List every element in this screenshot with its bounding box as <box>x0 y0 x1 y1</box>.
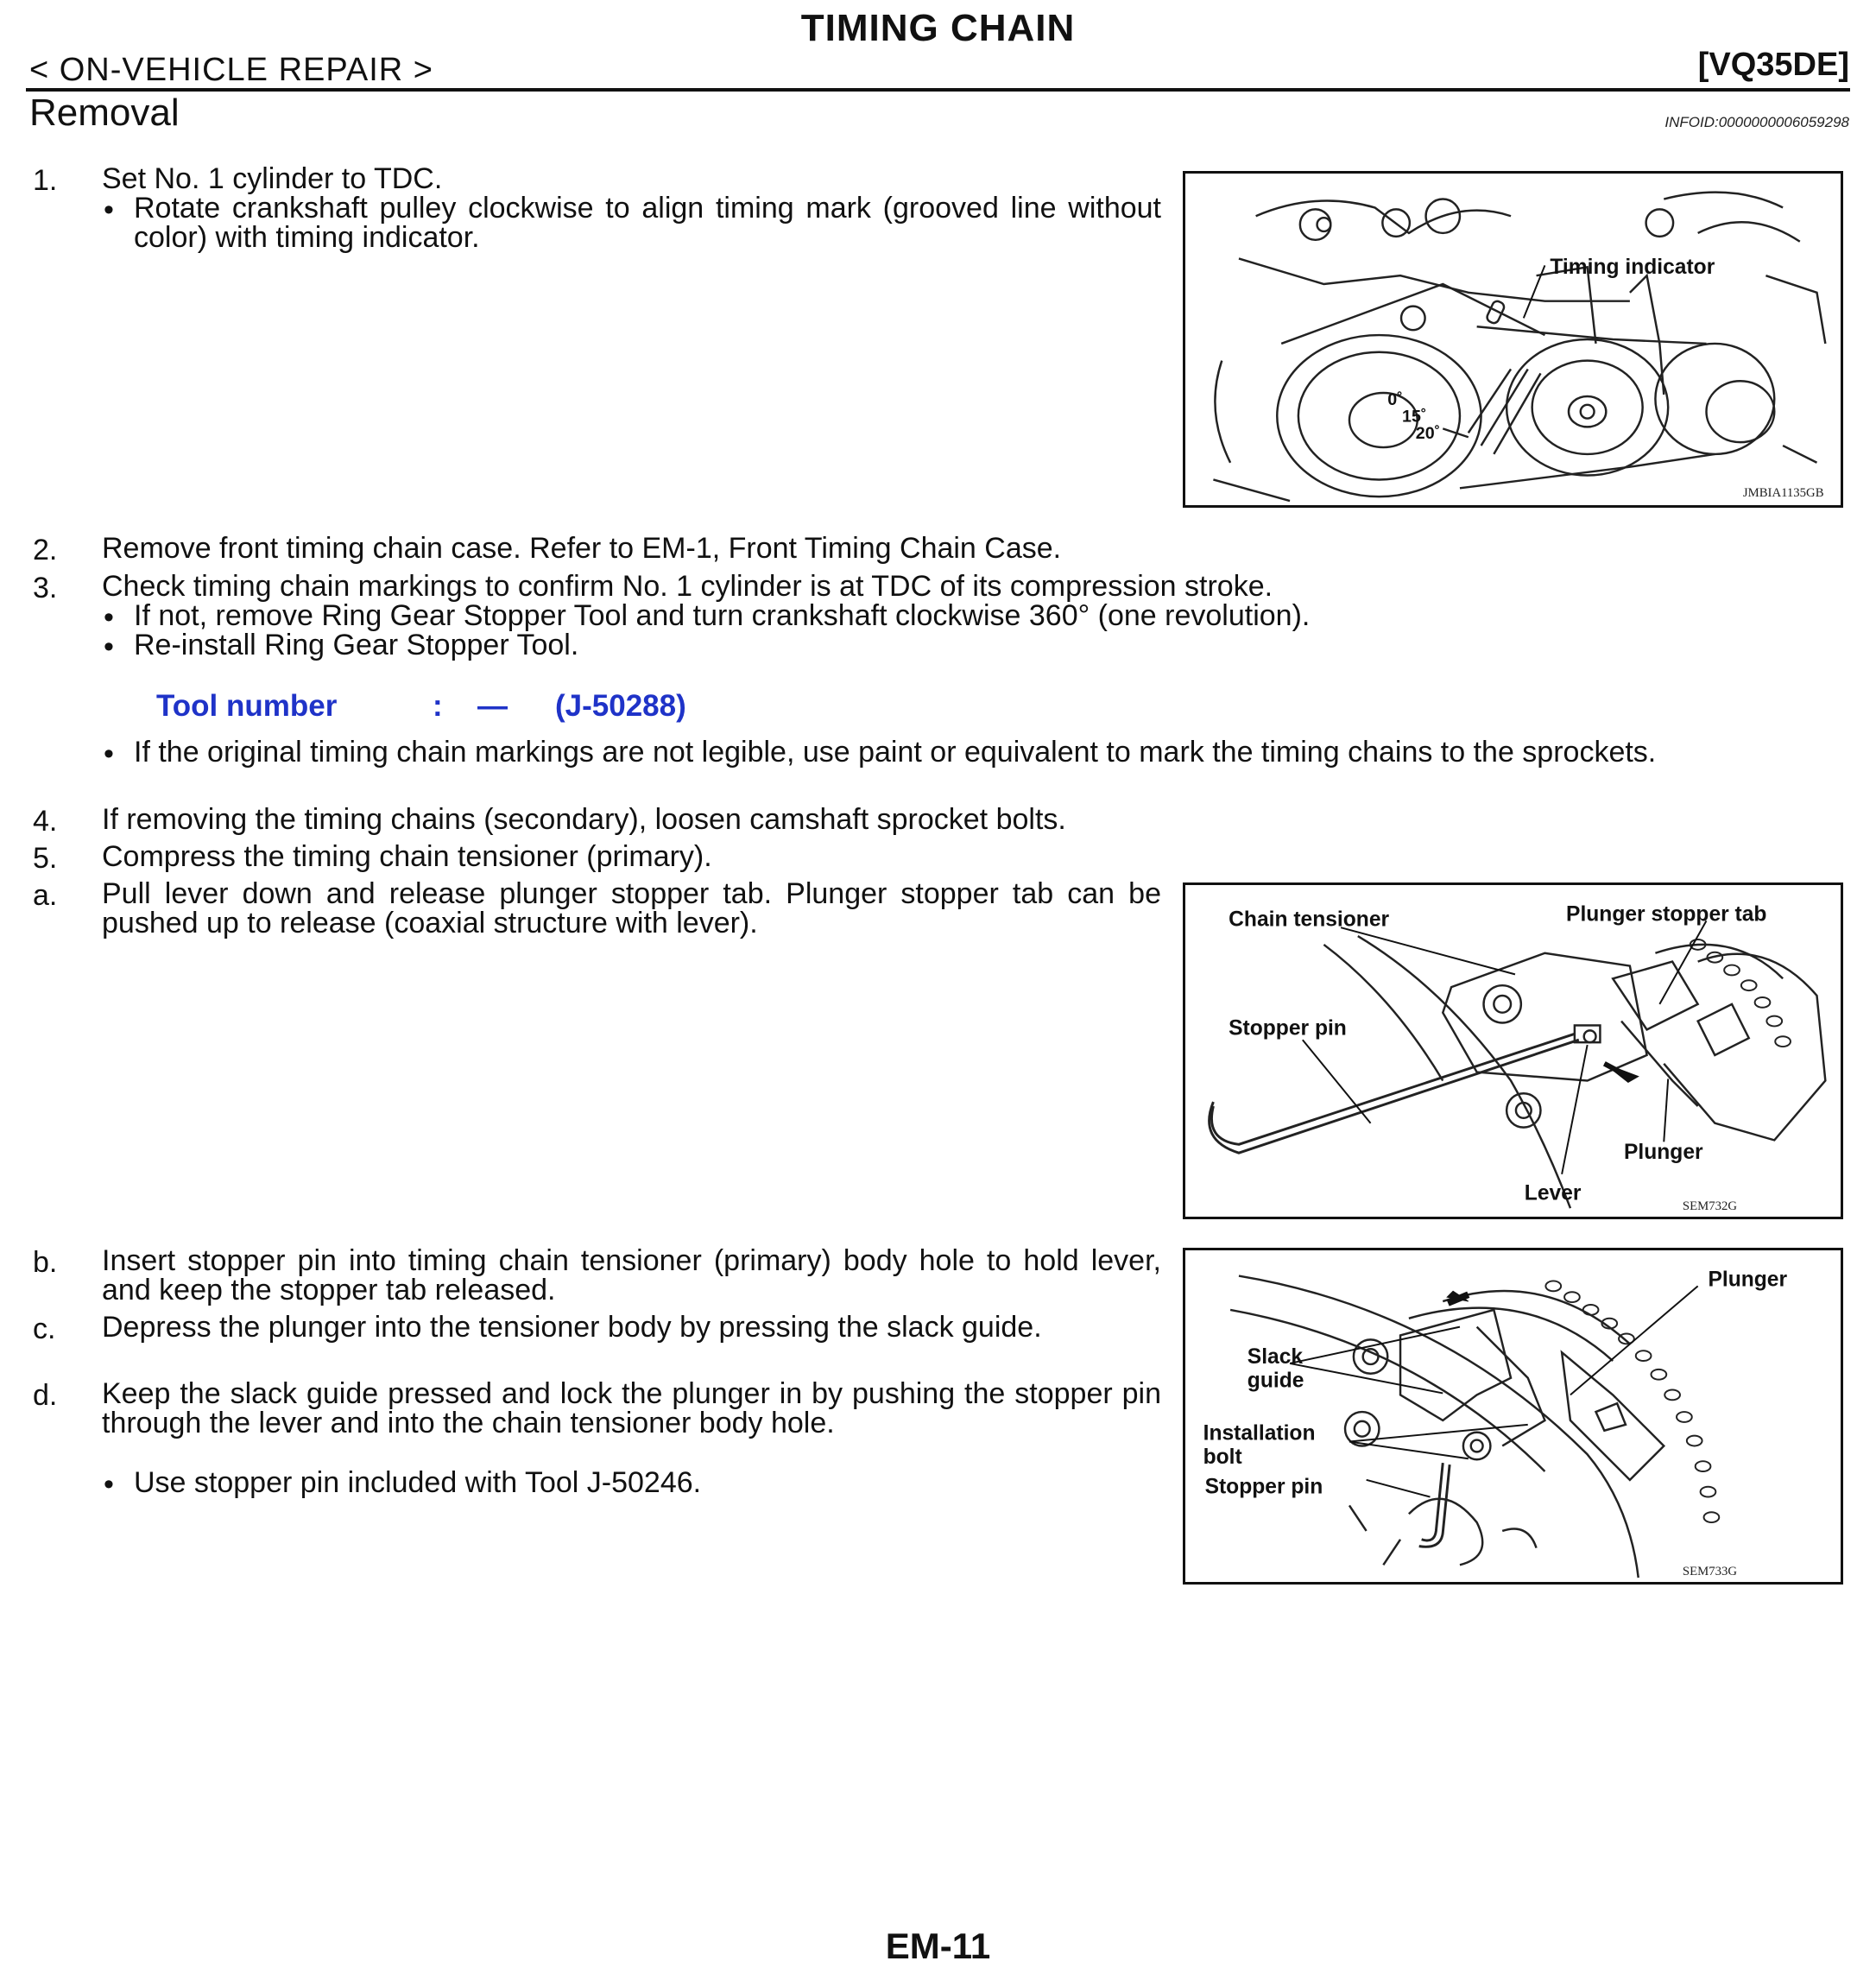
step-number: b. <box>33 1246 58 1279</box>
step-text: Pull lever down and release plunger stopper tab. Plunger stopper tab can be pushed up to release (coaxial structure with lever). <box>102 877 1161 939</box>
tool-colon: : <box>433 689 443 723</box>
bullet-marker: • <box>104 601 114 634</box>
label-guide: guide <box>1247 1369 1304 1393</box>
tool-number-value: (J-50288) <box>555 689 686 723</box>
page-number: EM-11 <box>885 1926 991 1966</box>
slack-guide-illustration <box>1185 1250 1841 1582</box>
bullet-text: Re-install Ring Gear Stopper Tool. <box>134 629 579 661</box>
page-title: TIMING CHAIN <box>800 7 1076 49</box>
step-text: Insert stopper pin into timing chain tensioner (primary) body hole to hold lever, and keep the stopper tab released. <box>102 1244 1161 1306</box>
label-plunger-stopper-tab: Plunger stopper tab <box>1566 902 1767 927</box>
step-number: 1. <box>33 164 58 197</box>
label-stopper-pin: Stopper pin <box>1204 1475 1323 1499</box>
tool-number-line <box>156 689 686 724</box>
step-text: If removing the timing chains (secondary), loosen camshaft sprocket bolts. <box>102 803 1066 836</box>
step-number: a. <box>33 879 58 912</box>
figure-slack-guide <box>1183 1248 1843 1585</box>
step-number: 5. <box>33 842 58 875</box>
header-divider <box>26 88 1850 92</box>
figure-crankshaft-pulley <box>1183 171 1843 508</box>
label-plunger: Plunger <box>1623 1141 1703 1165</box>
label-timing-indicator: Timing indicator <box>1550 256 1715 280</box>
label-0-degree: 0˚ <box>1387 389 1403 409</box>
bullet-text: Rotate crankshaft pulley clockwise to align timing mark (grooved line without color) with timing indicator. <box>134 192 1161 254</box>
info-id: INFOID:0000000006059298 <box>1664 114 1849 130</box>
figure-code: JMBIA1135GB <box>1742 486 1824 501</box>
step-number: 3. <box>33 572 58 604</box>
step-text: Keep the slack guide pressed and lock the plunger in by pushing the stopper pin through the lever and into the chain tensioner body hole. <box>102 1377 1161 1439</box>
bullet-text: If the original timing chain markings are not legible, use paint or equivalent to mark the timing chains to the sprockets. <box>134 736 1657 769</box>
bullet-marker: • <box>104 193 114 226</box>
bullet-text: If not, remove Ring Gear Stopper Tool and turn crankshaft clockwise 360° (one revolution). <box>134 599 1311 632</box>
tool-number-label: Tool number <box>156 689 338 723</box>
step-number: d. <box>33 1379 58 1412</box>
figure-code: SEM732G <box>1682 1199 1738 1214</box>
label-plunger: Plunger <box>1708 1268 1788 1292</box>
bullet-marker: • <box>104 630 114 663</box>
bullet-marker: • <box>104 1468 114 1501</box>
step-text: Set No. 1 cylinder to TDC. <box>102 162 443 195</box>
tool-dash: — <box>477 689 508 723</box>
figure-code: SEM733G <box>1682 1565 1738 1579</box>
section-heading: Removal <box>29 92 180 134</box>
step-text: Compress the timing chain tensioner (primary). <box>102 840 712 873</box>
figure-chain-tensioner <box>1183 882 1843 1219</box>
engine-code: [VQ35DE] <box>1697 47 1849 83</box>
crankshaft-pulley-illustration <box>1185 174 1841 505</box>
step-number: c. <box>33 1313 56 1345</box>
step-text: Check timing chain markings to confirm No. 1 cylinder is at TDC of its compression stroke. <box>102 570 1273 603</box>
chain-tensioner-illustration <box>1185 885 1841 1217</box>
step-text: Remove front timing chain case. Refer to EM-1, Front Timing Chain Case. <box>102 532 1062 565</box>
step-text: Depress the plunger into the tensioner body by pressing the slack guide. <box>102 1311 1042 1344</box>
bullet-text: Use stopper pin included with Tool J-50246. <box>134 1466 702 1499</box>
section-breadcrumb: < ON-VEHICLE REPAIR > <box>29 52 433 88</box>
step-number: 2. <box>33 534 58 566</box>
label-20-degree: 20˚ <box>1415 424 1441 444</box>
label-lever: Lever <box>1524 1181 1582 1205</box>
label-15-degree: 15˚ <box>1402 407 1427 427</box>
step-number: 4. <box>33 805 58 838</box>
label-stopper-pin: Stopper pin <box>1229 1016 1347 1041</box>
label-slack: Slack <box>1247 1344 1304 1369</box>
label-installation: Installation <box>1203 1421 1316 1445</box>
label-bolt: bolt <box>1203 1445 1242 1470</box>
bullet-marker: • <box>104 737 114 770</box>
label-chain-tensioner: Chain tensioner <box>1229 908 1390 932</box>
